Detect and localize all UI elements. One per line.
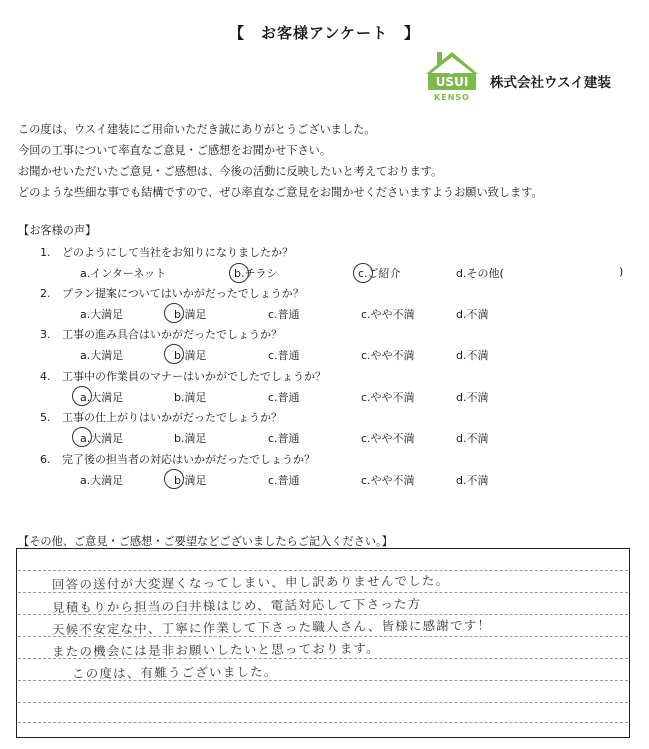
question-4	[40, 368, 326, 384]
answer-circle	[164, 469, 184, 489]
question-text: 工事の進み具合はいかがだったでしょうか？	[62, 328, 282, 341]
usui-kenso-logo	[424, 48, 480, 104]
q1-option-c[interactable]: c.ご紹介	[358, 267, 401, 280]
q6-option-c2[interactable]: c.やや不満	[361, 474, 415, 487]
q3-option-b[interactable]: b.満足	[174, 349, 207, 362]
q3-option-c2[interactable]: c.やや不満	[361, 349, 415, 362]
answer-circle	[353, 263, 373, 283]
question-number: 2.	[40, 287, 51, 300]
intro-line: お聞かせいただいたご意見・ご感想は、今後の活動に反映したいと考えております。	[18, 165, 443, 178]
q4-option-a[interactable]: a.大満足	[80, 391, 124, 404]
answer-circle	[72, 427, 92, 447]
customer-voice-heading: 【お客様の声】	[18, 224, 97, 237]
answer-circle	[164, 344, 184, 364]
company-name: 株式会社ウスイ建装	[490, 75, 611, 91]
handwritten-line: またの機会には是非お願いしたいと思っております。	[51, 640, 380, 659]
ruled-line	[18, 722, 628, 723]
handwritten-line: この度は、有難うございました。	[71, 663, 278, 681]
q1-option-b[interactable]: b.チラシ	[234, 267, 278, 280]
q2-option-a[interactable]: a.大満足	[80, 308, 124, 321]
ruled-line	[18, 702, 628, 703]
q6-option-d[interactable]: d.不満	[456, 474, 489, 487]
q4-option-d[interactable]: d.不満	[456, 391, 489, 404]
q3-option-a[interactable]: a.大満足	[80, 349, 124, 362]
question-6	[40, 451, 315, 467]
q4-option-c[interactable]: c.普通	[268, 391, 300, 404]
intro-text	[18, 119, 543, 203]
handwritten-line: 見積もりから担当の臼井様はじめ、電話対応して下さった方	[51, 596, 422, 615]
q2-option-c[interactable]: c.普通	[268, 308, 300, 321]
question-5	[40, 409, 282, 425]
answer-circle	[164, 303, 184, 323]
answer-circle	[229, 263, 249, 283]
q5-option-c2[interactable]: c.やや不満	[361, 432, 415, 445]
question-1	[40, 244, 293, 260]
question-text: 工事中の作業員のマナーはいかがでしたでしょうか？	[62, 370, 326, 383]
question-number: 1.	[40, 246, 51, 259]
intro-line: 今回の工事について率直なご意見・ご感想をお聞かせ下さい。	[18, 144, 332, 157]
q1-option-d-close: )	[619, 265, 624, 278]
question-number: 5.	[40, 411, 51, 424]
logo-text-top: USUI	[435, 75, 469, 89]
question-text: プラン提案についてはいかがだったでしょうか？	[62, 287, 304, 300]
q4-option-b[interactable]: b.満足	[174, 391, 207, 404]
q2-option-c2[interactable]: c.やや不満	[361, 308, 415, 321]
question-number: 3.	[40, 328, 51, 341]
q3-option-d[interactable]: d.不満	[456, 349, 489, 362]
q5-option-d[interactable]: d.不満	[456, 432, 489, 445]
q6-option-c[interactable]: c.普通	[268, 474, 300, 487]
question-text: 完了後の担当者の対応はいかがだったでしょうか？	[62, 453, 315, 466]
q2-option-d[interactable]: d.不満	[456, 308, 489, 321]
q3-option-c[interactable]: c.普通	[268, 349, 300, 362]
answer-circle	[72, 386, 92, 406]
intro-line: どのような些細な事でも結構ですので、ぜひ率直なご意見をお聞かせくださいますようお願い致します。	[18, 186, 543, 199]
question-3	[40, 326, 282, 342]
q1-option-a[interactable]: a.インターネット	[80, 267, 167, 280]
ruled-line	[18, 570, 628, 571]
q4-option-c2[interactable]: c.やや不満	[361, 391, 415, 404]
q5-option-c[interactable]: c.普通	[268, 432, 300, 445]
question-number: 4.	[40, 370, 51, 383]
q1-option-d[interactable]: d.その他(	[456, 267, 504, 280]
intro-line: この度は、ウスイ建装にご用命いただき誠にありがとうございました。	[18, 123, 376, 136]
handwritten-line: 回答の送付が大変遅くなってしまい、申し訳ありませんでした。	[51, 572, 450, 592]
handwritten-line: 天候不安定な中、丁寧に作業して下さった職人さん、皆様に感謝です！	[51, 617, 492, 637]
comment-heading: 【その他、ご意見・ご感想・ご要望などございましたらご記入ください。】	[18, 535, 393, 548]
logo-text-bottom: KENSO	[434, 93, 470, 102]
q5-option-a[interactable]: a.大満足	[80, 432, 124, 445]
question-text: 工事の仕上がりはいかがだったでしょうか？	[62, 411, 282, 424]
question-text: どのようにして当社をお知りになりましたか？	[62, 246, 293, 259]
survey-title: 【 お客様アンケート 】	[228, 24, 421, 42]
question-number: 6.	[40, 453, 51, 466]
q2-option-b[interactable]: b.満足	[174, 308, 207, 321]
question-2	[40, 285, 304, 301]
q5-option-b[interactable]: b.満足	[174, 432, 207, 445]
q6-option-a[interactable]: a.大満足	[80, 474, 124, 487]
q6-option-b[interactable]: b.満足	[174, 474, 207, 487]
